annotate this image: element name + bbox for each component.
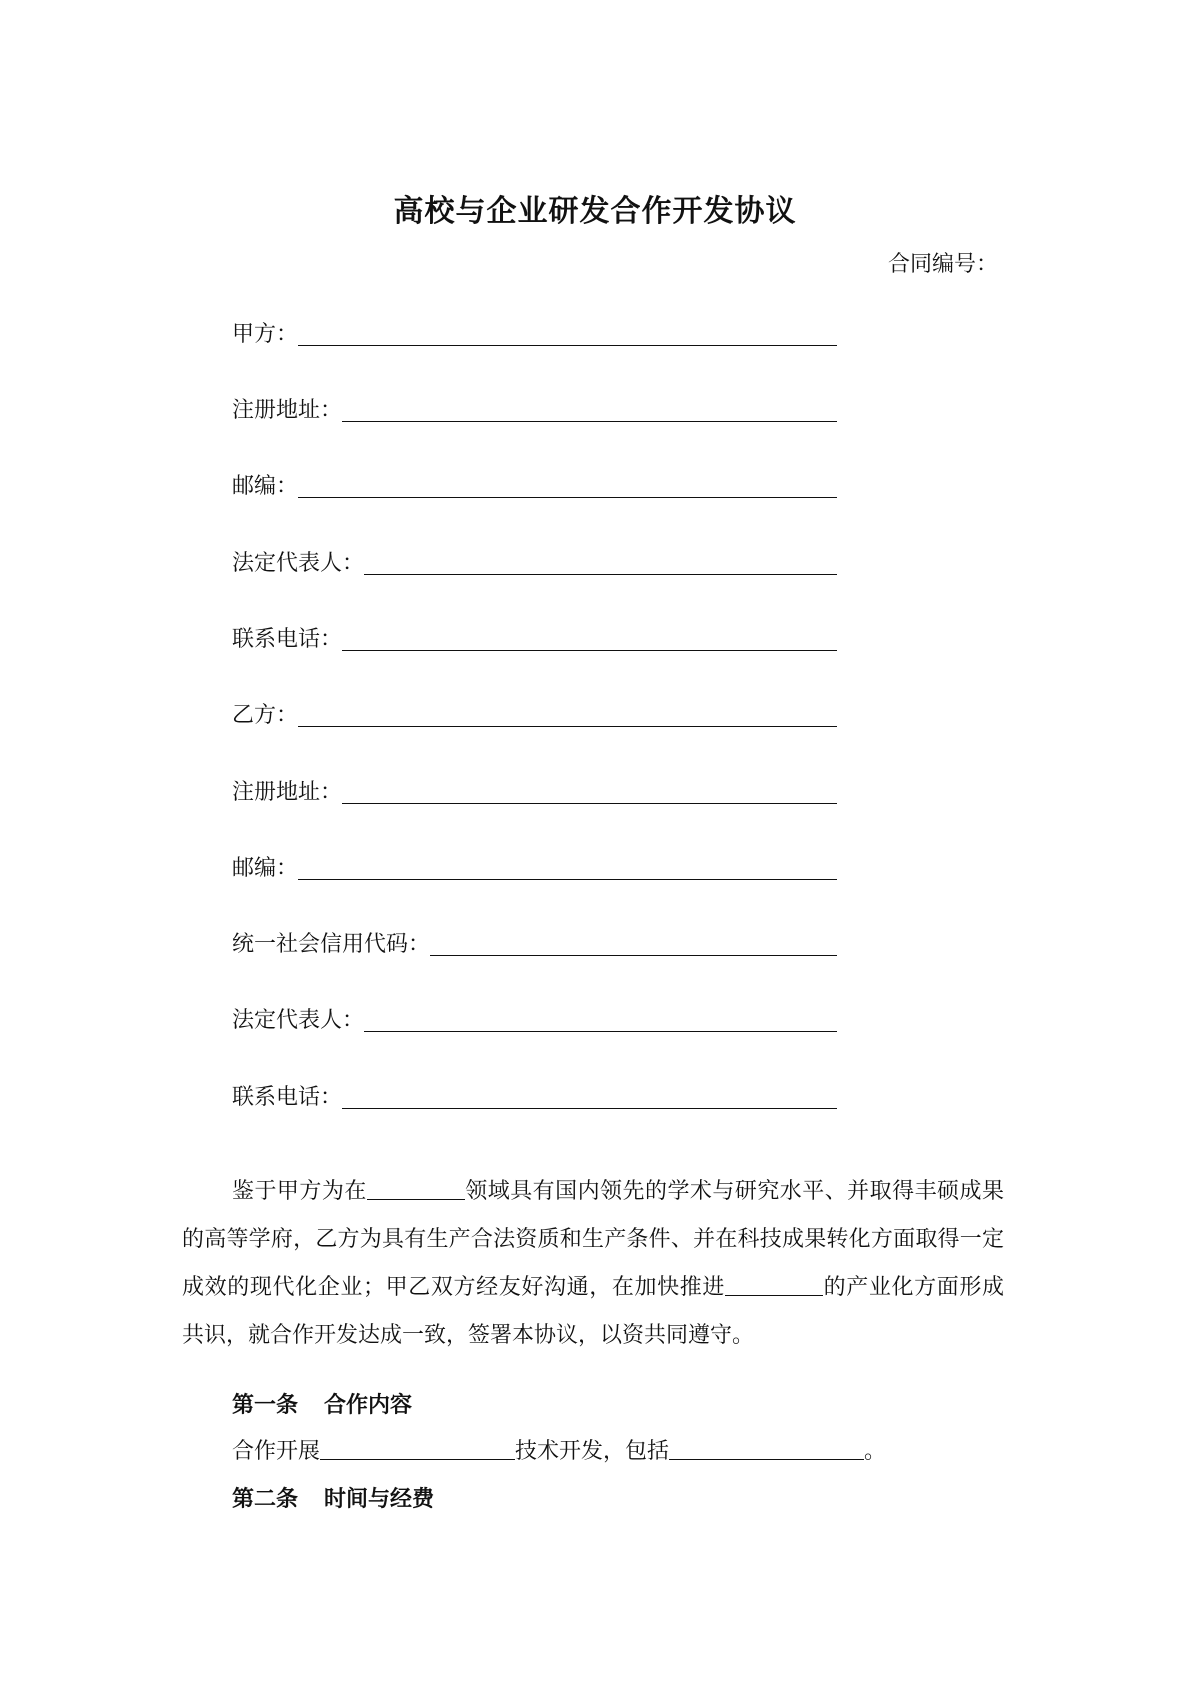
party-a-legal-rep-label: 法定代表人： bbox=[232, 551, 365, 576]
preamble-paragraph bbox=[182, 1168, 1004, 1360]
party-a-phone-blank[interactable] bbox=[342, 626, 837, 651]
article-2-title: 时间与经费 bbox=[324, 1486, 435, 1512]
party-b-postcode-label: 邮编： bbox=[232, 856, 299, 881]
party-a-postcode-label: 邮编： bbox=[232, 474, 299, 499]
party-a-address-label: 注册地址： bbox=[232, 398, 343, 423]
contract-number-label: 合同编号： bbox=[887, 252, 998, 277]
article-2-number: 第二条 bbox=[232, 1486, 299, 1512]
document-title: 高校与企业研发合作开发协议 bbox=[393, 194, 797, 229]
article-2-heading bbox=[232, 1484, 434, 1514]
party-a-address-field bbox=[232, 392, 837, 426]
party-a-legal-rep-blank[interactable] bbox=[364, 550, 837, 575]
party-a-postcode-field bbox=[232, 468, 837, 502]
party-b-legal-rep-label: 法定代表人： bbox=[232, 1008, 365, 1033]
party-b-phone-field bbox=[232, 1079, 837, 1113]
party-b-address-label: 注册地址： bbox=[232, 780, 343, 805]
article-1-content bbox=[232, 1437, 886, 1467]
industrialization-target-blank[interactable] bbox=[725, 1275, 823, 1296]
preamble-text-1: 鉴于甲方为在 bbox=[232, 1179, 367, 1204]
article-1-title: 合作内容 bbox=[324, 1392, 413, 1418]
party-a-field bbox=[232, 316, 837, 350]
party-b-postcode-blank[interactable] bbox=[298, 855, 837, 880]
article-1-text-2: 技术开发，包括 bbox=[515, 1439, 670, 1464]
party-a-postcode-blank[interactable] bbox=[298, 473, 837, 498]
party-b-phone-label: 联系电话： bbox=[232, 1085, 343, 1110]
technology-name-blank[interactable] bbox=[320, 1439, 515, 1460]
party-b-label: 乙方： bbox=[232, 703, 299, 728]
party-a-blank[interactable] bbox=[298, 321, 837, 346]
article-1-number: 第一条 bbox=[232, 1392, 299, 1418]
development-scope-blank[interactable] bbox=[669, 1439, 864, 1460]
party-b-address-blank[interactable] bbox=[342, 779, 837, 804]
party-b-legal-rep-blank[interactable] bbox=[364, 1007, 837, 1032]
party-b-legal-rep-field bbox=[232, 1002, 837, 1036]
party-b-credit-code-label: 统一社会信用代码： bbox=[232, 932, 431, 957]
party-b-credit-code-blank[interactable] bbox=[430, 931, 837, 956]
article-1-heading bbox=[232, 1390, 412, 1420]
preamble-text-2: 领域具有国内领先的学术与研究水平、并取得丰硕成果的高等学府，乙方为具有生产合法资质和生产条件、并在科技成果转化方面取得一定成效的现代化企业；甲乙双方经友好沟通，在加快推进 bbox=[182, 1179, 1004, 1300]
field-domain-blank[interactable] bbox=[367, 1179, 465, 1200]
party-a-phone-field bbox=[232, 621, 837, 655]
party-a-address-blank[interactable] bbox=[342, 397, 837, 422]
article-1-text-3: 。 bbox=[864, 1439, 887, 1464]
party-a-legal-rep-field bbox=[232, 545, 837, 579]
party-b-blank[interactable] bbox=[298, 702, 837, 727]
party-b-field bbox=[232, 697, 837, 731]
article-1-text-1: 合作开展 bbox=[232, 1439, 321, 1464]
party-b-credit-code-field bbox=[232, 926, 837, 960]
preamble-text-3: 的产业化方面形成共识，就合作开发达成一致，签署本协议，以资共同遵守。 bbox=[182, 1275, 1004, 1348]
party-b-address-field bbox=[232, 774, 837, 808]
party-b-phone-blank[interactable] bbox=[342, 1084, 837, 1109]
party-b-postcode-field bbox=[232, 850, 837, 884]
party-a-phone-label: 联系电话： bbox=[232, 627, 343, 652]
party-a-label: 甲方： bbox=[232, 322, 299, 347]
